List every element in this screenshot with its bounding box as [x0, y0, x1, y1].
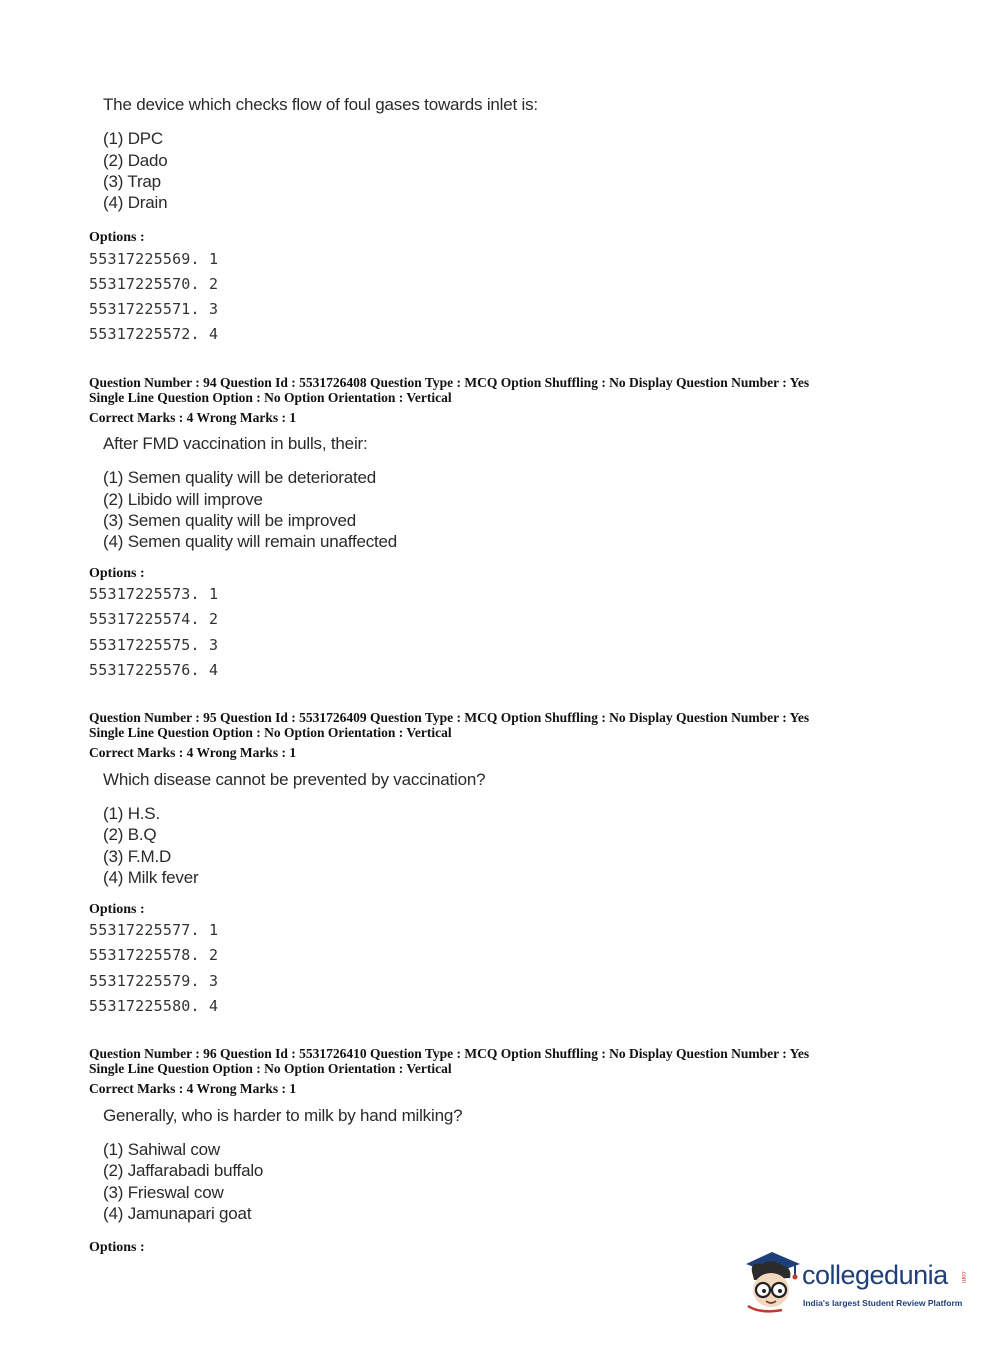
option-row: 55317225572. 4	[89, 325, 219, 343]
option-row: 55317225573. 1	[89, 585, 219, 603]
options-label: Options :	[89, 1240, 145, 1255]
choice-4: (4) Semen quality will remain unaffected	[103, 532, 398, 551]
option-row: 55317225578. 2	[89, 946, 219, 964]
question-text: The device which checks flow of foul gases towards inlet is:	[103, 95, 538, 114]
question-text: Generally, who is harder to milk by hand milking?	[103, 1106, 463, 1125]
question-text: Which disease cannot be prevented by vaccination?	[103, 770, 486, 789]
choice-4: (4) Drain	[103, 193, 168, 212]
choice-1: (1) H.S.	[103, 804, 160, 823]
option-row: 55317225576. 4	[89, 661, 219, 679]
option-row: 55317225579. 3	[89, 972, 219, 990]
option-row: 55317225571. 3	[89, 300, 219, 318]
choice-4: (4) Milk fever	[103, 868, 199, 887]
choice-2: (2) Libido will improve	[103, 490, 263, 509]
question-meta-line2: Single Line Question Option : No Option Orientation : Vertical	[89, 1061, 452, 1076]
question-marks: Correct Marks : 4 Wrong Marks : 1	[89, 410, 297, 425]
choice-2: (2) Jaffarabadi buffalo	[103, 1161, 264, 1180]
choice-3: (3) Semen quality will be improved	[103, 511, 357, 530]
options-label: Options :	[89, 902, 145, 917]
logo-tagline: India's largest Student Review Platform	[803, 1298, 963, 1308]
choice-3: (3) F.M.D	[103, 847, 172, 866]
question-meta-line2: Single Line Question Option : No Option Orientation : Vertical	[89, 390, 452, 405]
choice-1: (1) Sahiwal cow	[103, 1140, 220, 1159]
option-row: 55317225577. 1	[89, 921, 219, 939]
question-meta-line1: Question Number : 96 Question Id : 5531726410 Question Type : MCQ Option Shuffling : No Display Question Number : Yes	[89, 1046, 810, 1061]
choice-4: (4) Jamunapari goat	[103, 1204, 252, 1223]
choice-3: (3) Frieswal cow	[103, 1183, 224, 1202]
options-label: Options :	[89, 566, 145, 581]
options-label: Options :	[89, 230, 145, 245]
option-row: 55317225580. 4	[89, 997, 219, 1015]
logo-com: .com	[960, 1270, 966, 1284]
logo-wordmark: collegedunia	[802, 1260, 948, 1290]
choice-3: (3) Trap	[103, 172, 161, 191]
option-row: 55317225575. 3	[89, 636, 219, 654]
choice-1: (1) Semen quality will be deteriorated	[103, 468, 377, 487]
mascot-icon	[742, 1250, 804, 1316]
question-marks: Correct Marks : 4 Wrong Marks : 1	[89, 1081, 297, 1096]
question-marks: Correct Marks : 4 Wrong Marks : 1	[89, 745, 297, 760]
question-meta-line1: Question Number : 94 Question Id : 5531726408 Question Type : MCQ Option Shuffling : No Display Question Number : Yes	[89, 375, 810, 390]
question-meta-line2: Single Line Question Option : No Option Orientation : Vertical	[89, 725, 452, 740]
option-row: 55317225574. 2	[89, 610, 219, 628]
option-row: 55317225570. 2	[89, 275, 219, 293]
option-row: 55317225569. 1	[89, 250, 219, 268]
question-text: After FMD vaccination in bulls, their:	[103, 434, 368, 453]
choice-2: (2) Dado	[103, 151, 168, 170]
choice-2: (2) B.Q	[103, 825, 157, 844]
question-meta-line1: Question Number : 95 Question Id : 5531726409 Question Type : MCQ Option Shuffling : No Display Question Number : Yes	[89, 710, 810, 725]
choice-1: (1) DPC	[103, 129, 163, 148]
collegedunia-logo[interactable]	[742, 1250, 972, 1320]
